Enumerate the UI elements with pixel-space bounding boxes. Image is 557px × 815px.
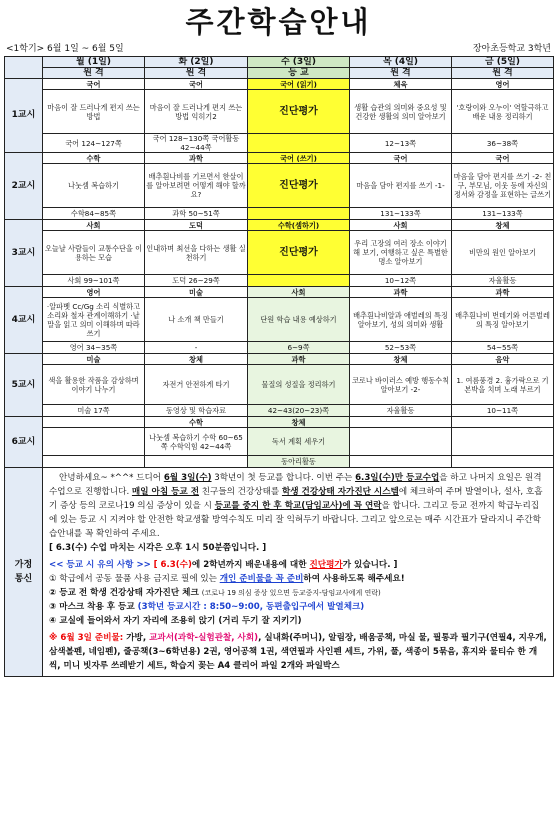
weekly-schedule-table xyxy=(4,56,554,677)
period-subject-row xyxy=(5,220,554,231)
text: (3학년 등교시간 : 8:50~9:00, 동편출입구에서 발열체크) xyxy=(137,602,365,612)
subject: 과학 xyxy=(452,287,554,298)
period-label: 4교시 xyxy=(5,287,43,354)
text: 등교를 중지 한 후 학교(담임교사)에 꼭 연락 xyxy=(214,501,382,511)
subject: 국어 xyxy=(452,153,554,164)
subject: 사회 xyxy=(248,287,350,298)
page-ref: 과학 50~51쪽 xyxy=(145,208,248,220)
day-header: 금 (5일) xyxy=(452,57,554,68)
mode-row xyxy=(5,68,554,79)
lesson-content: 1. 여름풍경 2. 흉가락으로 기본박을 치며 노래 부르기 xyxy=(452,365,554,405)
subject xyxy=(43,417,145,428)
day-header: 목 (4일) xyxy=(350,57,452,68)
lesson-content xyxy=(43,428,145,456)
page-ref xyxy=(43,456,145,468)
class-mode: 원 격 xyxy=(452,68,554,79)
notice-paragraph xyxy=(49,471,547,541)
page-ref: 영어 34~35쪽 xyxy=(43,342,145,354)
lesson-content: '호랑이와 오누이' 역할극하고 배운 내용 정리하기 xyxy=(452,90,554,134)
page-ref: 자율활동 xyxy=(350,405,452,417)
text: 매일 아침 등교 전 xyxy=(131,487,200,497)
precaution-item: ④ 교실에 들어와서 자기 자리에 조용히 앉기 (거리 두기 잘 지키기) xyxy=(49,616,302,626)
period-page-row xyxy=(5,405,554,417)
lesson-content xyxy=(452,428,554,456)
subject: 국어 xyxy=(145,79,248,90)
lesson-content: 진단평가 xyxy=(248,164,350,208)
period-subject-row xyxy=(5,153,554,164)
page-ref: 6~9쪽 xyxy=(248,342,350,354)
lesson-content: 우리 고장의 여러 장소 이야기해 보기, 여행하고 싶은 특별한 명소 알아보기 xyxy=(350,231,452,275)
page-ref: 수학84~85쪽 xyxy=(43,208,145,220)
lesson-content: 나눗셈 복습하기 수학 60~65쪽 수학익힘 42~44쪽 xyxy=(145,428,248,456)
class-mode: 원 격 xyxy=(350,68,452,79)
page-ref: 36~38쪽 xyxy=(452,134,554,153)
class-mode: 등 교 xyxy=(248,68,350,79)
page-ref: 도덕 26~29쪽 xyxy=(145,275,248,287)
lesson-content: 인내하며 최선을 다하는 생활 실천하기 xyxy=(145,231,248,275)
page-ref: 국어 124~127쪽 xyxy=(43,134,145,153)
text: 6.3일(수)만 등교수업 xyxy=(355,473,440,483)
page-ref xyxy=(248,275,350,287)
subject: 국어 xyxy=(350,153,452,164)
period-page-row xyxy=(5,456,554,468)
lesson-content: 비만의 원인 알아보기 xyxy=(452,231,554,275)
page-ref: 사회 99~101쪽 xyxy=(43,275,145,287)
period-body-row xyxy=(5,298,554,342)
corner-cell xyxy=(5,57,43,79)
period-body-row xyxy=(5,231,554,275)
lesson-content: 마음이 잘 드러나게 편지 쓰는 방법 익히기2 xyxy=(145,90,248,134)
text: 하여 사용하도록 해주세요! xyxy=(303,574,405,584)
period-label: 1교시 xyxy=(5,79,43,153)
lesson-content: 코로나 바이러스 예방 행동수칙 알아보기 -2- xyxy=(350,365,452,405)
lesson-content: 독서 계획 세우기 xyxy=(248,428,350,456)
page-ref: - xyxy=(145,342,248,354)
text: 교과서(과학-실험관찰, 사회) xyxy=(149,633,259,643)
subject: 국어 (읽기) xyxy=(248,79,350,90)
class-mode: 원 격 xyxy=(43,68,145,79)
class-mode: 원 격 xyxy=(145,68,248,79)
page-ref: 12~13쪽 xyxy=(350,134,452,153)
page-ref: 10~12쪽 xyxy=(350,275,452,287)
subject: 창체 xyxy=(350,354,452,365)
lesson-content: 배추흰나비를 기르면서 한살이를 알아보려면 어떻게 해야 할까요? xyxy=(145,164,248,208)
lesson-content: 색을 활용한 작품을 감상하며 이야기 나누기 xyxy=(43,365,145,405)
period-label: 2교시 xyxy=(5,153,43,220)
lesson-content: 물질의 성질을 정리하기 xyxy=(248,365,350,405)
subject: 과학 xyxy=(145,153,248,164)
subject: 사회 xyxy=(350,220,452,231)
subject: 국어 xyxy=(43,79,145,90)
lesson-content: 생활 습관의 의미와 중요성 및 건강한 생활의 의미 알아보기 xyxy=(350,90,452,134)
subject: 미술 xyxy=(145,287,248,298)
subject: 과학 xyxy=(248,354,350,365)
school-label: 장아초등학교 3학년 xyxy=(472,44,551,54)
subject: 수학 xyxy=(43,153,145,164)
precaution-item xyxy=(49,572,547,586)
page-ref xyxy=(248,208,350,220)
lesson-content: 나눗셈 복습하기 xyxy=(43,164,145,208)
period-page-row xyxy=(5,134,554,153)
page-title: 주간학습안내 xyxy=(185,5,372,39)
text: 학생 건강상태 자가진단 시스템 xyxy=(281,487,399,497)
lesson-content: 마음을 담아 편지를 쓰기 -2- 친구, 부모님, 이웃 등에 자신의 정서와 감정을 표현하는 글쓰기 xyxy=(452,164,554,208)
period-label: 5교시 xyxy=(5,354,43,417)
text: 안녕하세요~ *^^* 드디어 xyxy=(59,473,164,483)
notice-row xyxy=(5,468,554,677)
text: ③ 마스크 착용 후 등교 xyxy=(49,602,138,612)
period-body-row xyxy=(5,365,554,405)
page-ref xyxy=(248,134,350,153)
period-label: 6교시 xyxy=(5,417,43,468)
text: 가방, xyxy=(123,633,150,643)
subject: 창체 xyxy=(248,417,350,428)
text: (코로나 19 의심 증상 있으면 등교중지-담임교사에게 연락) xyxy=(201,589,381,597)
text: 을 합니다. 그리고 등교 전까지 학급누리집에 있는 등교 시 지켜야 할 안전한 학교생활 방역수칙도 미리 잘 익혀두기 바랍니다. 그리고 앞으로는 매주 시간표가 달라지니 주간학습안내를 꼭 확인하여 주세요. xyxy=(49,501,541,539)
period-subject-row xyxy=(5,287,554,298)
page-ref: 54~55쪽 xyxy=(452,342,554,354)
text: ② 등교 전 학생 건강상태 자가진단 체크 xyxy=(49,588,202,598)
lesson-content: 단원 학습 내용 예상하기 xyxy=(248,298,350,342)
term-label: <1학기> 6월 1일 ~ 6월 5일 xyxy=(6,44,124,54)
notice-content xyxy=(43,468,554,677)
period-body-row xyxy=(5,428,554,456)
lesson-content: 진단평가 xyxy=(248,90,350,134)
page-ref xyxy=(452,456,554,468)
day-header-row xyxy=(5,57,554,68)
period-label: 3교시 xyxy=(5,220,43,287)
page-ref xyxy=(145,456,248,468)
text: << 등교 시 유의 사항 >> xyxy=(49,560,151,570)
precaution-item xyxy=(49,586,547,600)
lesson-content xyxy=(350,428,452,456)
subject: 음악 xyxy=(452,354,554,365)
page-ref: 42~43(20~23)쪽 xyxy=(248,405,350,417)
page-ref: 자율활동 xyxy=(452,275,554,287)
subject xyxy=(350,417,452,428)
page-ref: 미술 17쪽 xyxy=(43,405,145,417)
text: 진단평가 xyxy=(309,560,343,570)
text: 3학년이 첫 등교를 합니다. 이번 주는 xyxy=(211,473,356,483)
lesson-content: 자전거 안전하게 타기 xyxy=(145,365,248,405)
text: 개인 준비물을 꼭 준비 xyxy=(219,574,304,584)
subject: 창체 xyxy=(452,220,554,231)
notice-label: 가정 통신 xyxy=(5,468,43,677)
subject xyxy=(452,417,554,428)
page-ref: 131~133쪽 xyxy=(452,208,554,220)
page-ref xyxy=(350,456,452,468)
subject: 체육 xyxy=(350,79,452,90)
page-ref: 국어 128~130쪽 국어활동42~44쪽 xyxy=(145,134,248,153)
period-page-row xyxy=(5,208,554,220)
subject: 창체 xyxy=(145,354,248,365)
period-body-row xyxy=(5,164,554,208)
precaution-item xyxy=(49,600,547,614)
page-ref: 131~133쪽 xyxy=(350,208,452,220)
text: ① 학급에서 공동 물품 사용 금지로 필에 있는 xyxy=(49,574,220,584)
period-page-row xyxy=(5,275,554,287)
subject: 수학(셈하기) xyxy=(248,220,350,231)
page-ref: 동아리활동 xyxy=(248,456,350,468)
text: 가 있습니다. ] xyxy=(342,560,398,570)
lesson-content: 진단평가 xyxy=(248,231,350,275)
period-page-row xyxy=(5,342,554,354)
subtitle-row xyxy=(0,42,557,56)
lesson-content: 마음을 담아 편지를 쓰기 -1- xyxy=(350,164,452,208)
lesson-content: 배추흰나비 번데기와 어른벌레의 특징 알아보기 xyxy=(452,298,554,342)
text: 에 체크하여 주며 발열이나, 설사, 호흡기 증상 등의 코로나19 의심 증상이 있을 시 xyxy=(49,487,543,511)
period-subject-row xyxy=(5,354,554,365)
page-ref: 동영상 및 학습자료 xyxy=(145,405,248,417)
subject: 영어 xyxy=(43,287,145,298)
day-header: 화 (2일) xyxy=(145,57,248,68)
subject: 미술 xyxy=(43,354,145,365)
subject: 국어 (쓰기) xyxy=(248,153,350,164)
text: [ 6.3(수) xyxy=(153,560,192,570)
text: ※ 6월 3일 준비물: xyxy=(49,633,124,643)
text: 6월 3일(수) xyxy=(163,473,212,483)
subject: 수학 xyxy=(145,417,248,428)
day-header: 월 (1일) xyxy=(43,57,145,68)
lesson-content: 오늘날 사람들이 교통수단을 이용하는 모습 xyxy=(43,231,145,275)
lesson-content: 나 소개 책 만들기 xyxy=(145,298,248,342)
dismissal-time: [ 6.3(수) 수업 마치는 시각은 오후 1시 50분쯤입니다. ] xyxy=(49,543,267,553)
text: 을 하고 나머지 요일은 원격수업으로 진행합니다. xyxy=(49,473,542,497)
subject: 영어 xyxy=(452,79,554,90)
day-header: 수 (3일) xyxy=(248,57,350,68)
subject: 도덕 xyxy=(145,220,248,231)
text: 에 2학년까지 배운내용에 대한 xyxy=(191,560,310,570)
period-subject-row xyxy=(5,79,554,90)
supplies-list xyxy=(49,631,547,673)
period-subject-row xyxy=(5,417,554,428)
subject: 사회 xyxy=(43,220,145,231)
subject: 과학 xyxy=(350,287,452,298)
text: , 실내화(주머니), 알림장, 배움공책, 마실 물, 필통과 필기구(연필4, 지우개, 삼색볼펜, 네임펜), 줄공책(3~6학년용) 2권, 영어공책 1권, 색연필과 사인펜 세트, 가위, 풀, 색종이 5묶음, 휴지와 물티슈 한 개씩, 미니 빗자루 쓰레받기 세트, 학습지 꽂는 A4 클리어 파일 2개와 파일박스 xyxy=(49,633,547,671)
lesson-content: ·알파벳 Cc/Gg 소리 식별하고 소리와 철자 관계이해하기 ·낱말을 읽고 의미 이해하며 따라 쓰기 xyxy=(43,298,145,342)
lesson-content: 배추흰나비알과 애벌레의 특징 알아보기, 성의 의미와 생활 xyxy=(350,298,452,342)
text: 친구들의 건강상태를 xyxy=(199,487,282,497)
page-ref: 10~11쪽 xyxy=(452,405,554,417)
precaution-header xyxy=(49,558,547,572)
lesson-content: 마음이 잘 드러나게 편지 쓰는 방법 xyxy=(43,90,145,134)
period-body-row xyxy=(5,90,554,134)
page-ref: 52~53쪽 xyxy=(350,342,452,354)
